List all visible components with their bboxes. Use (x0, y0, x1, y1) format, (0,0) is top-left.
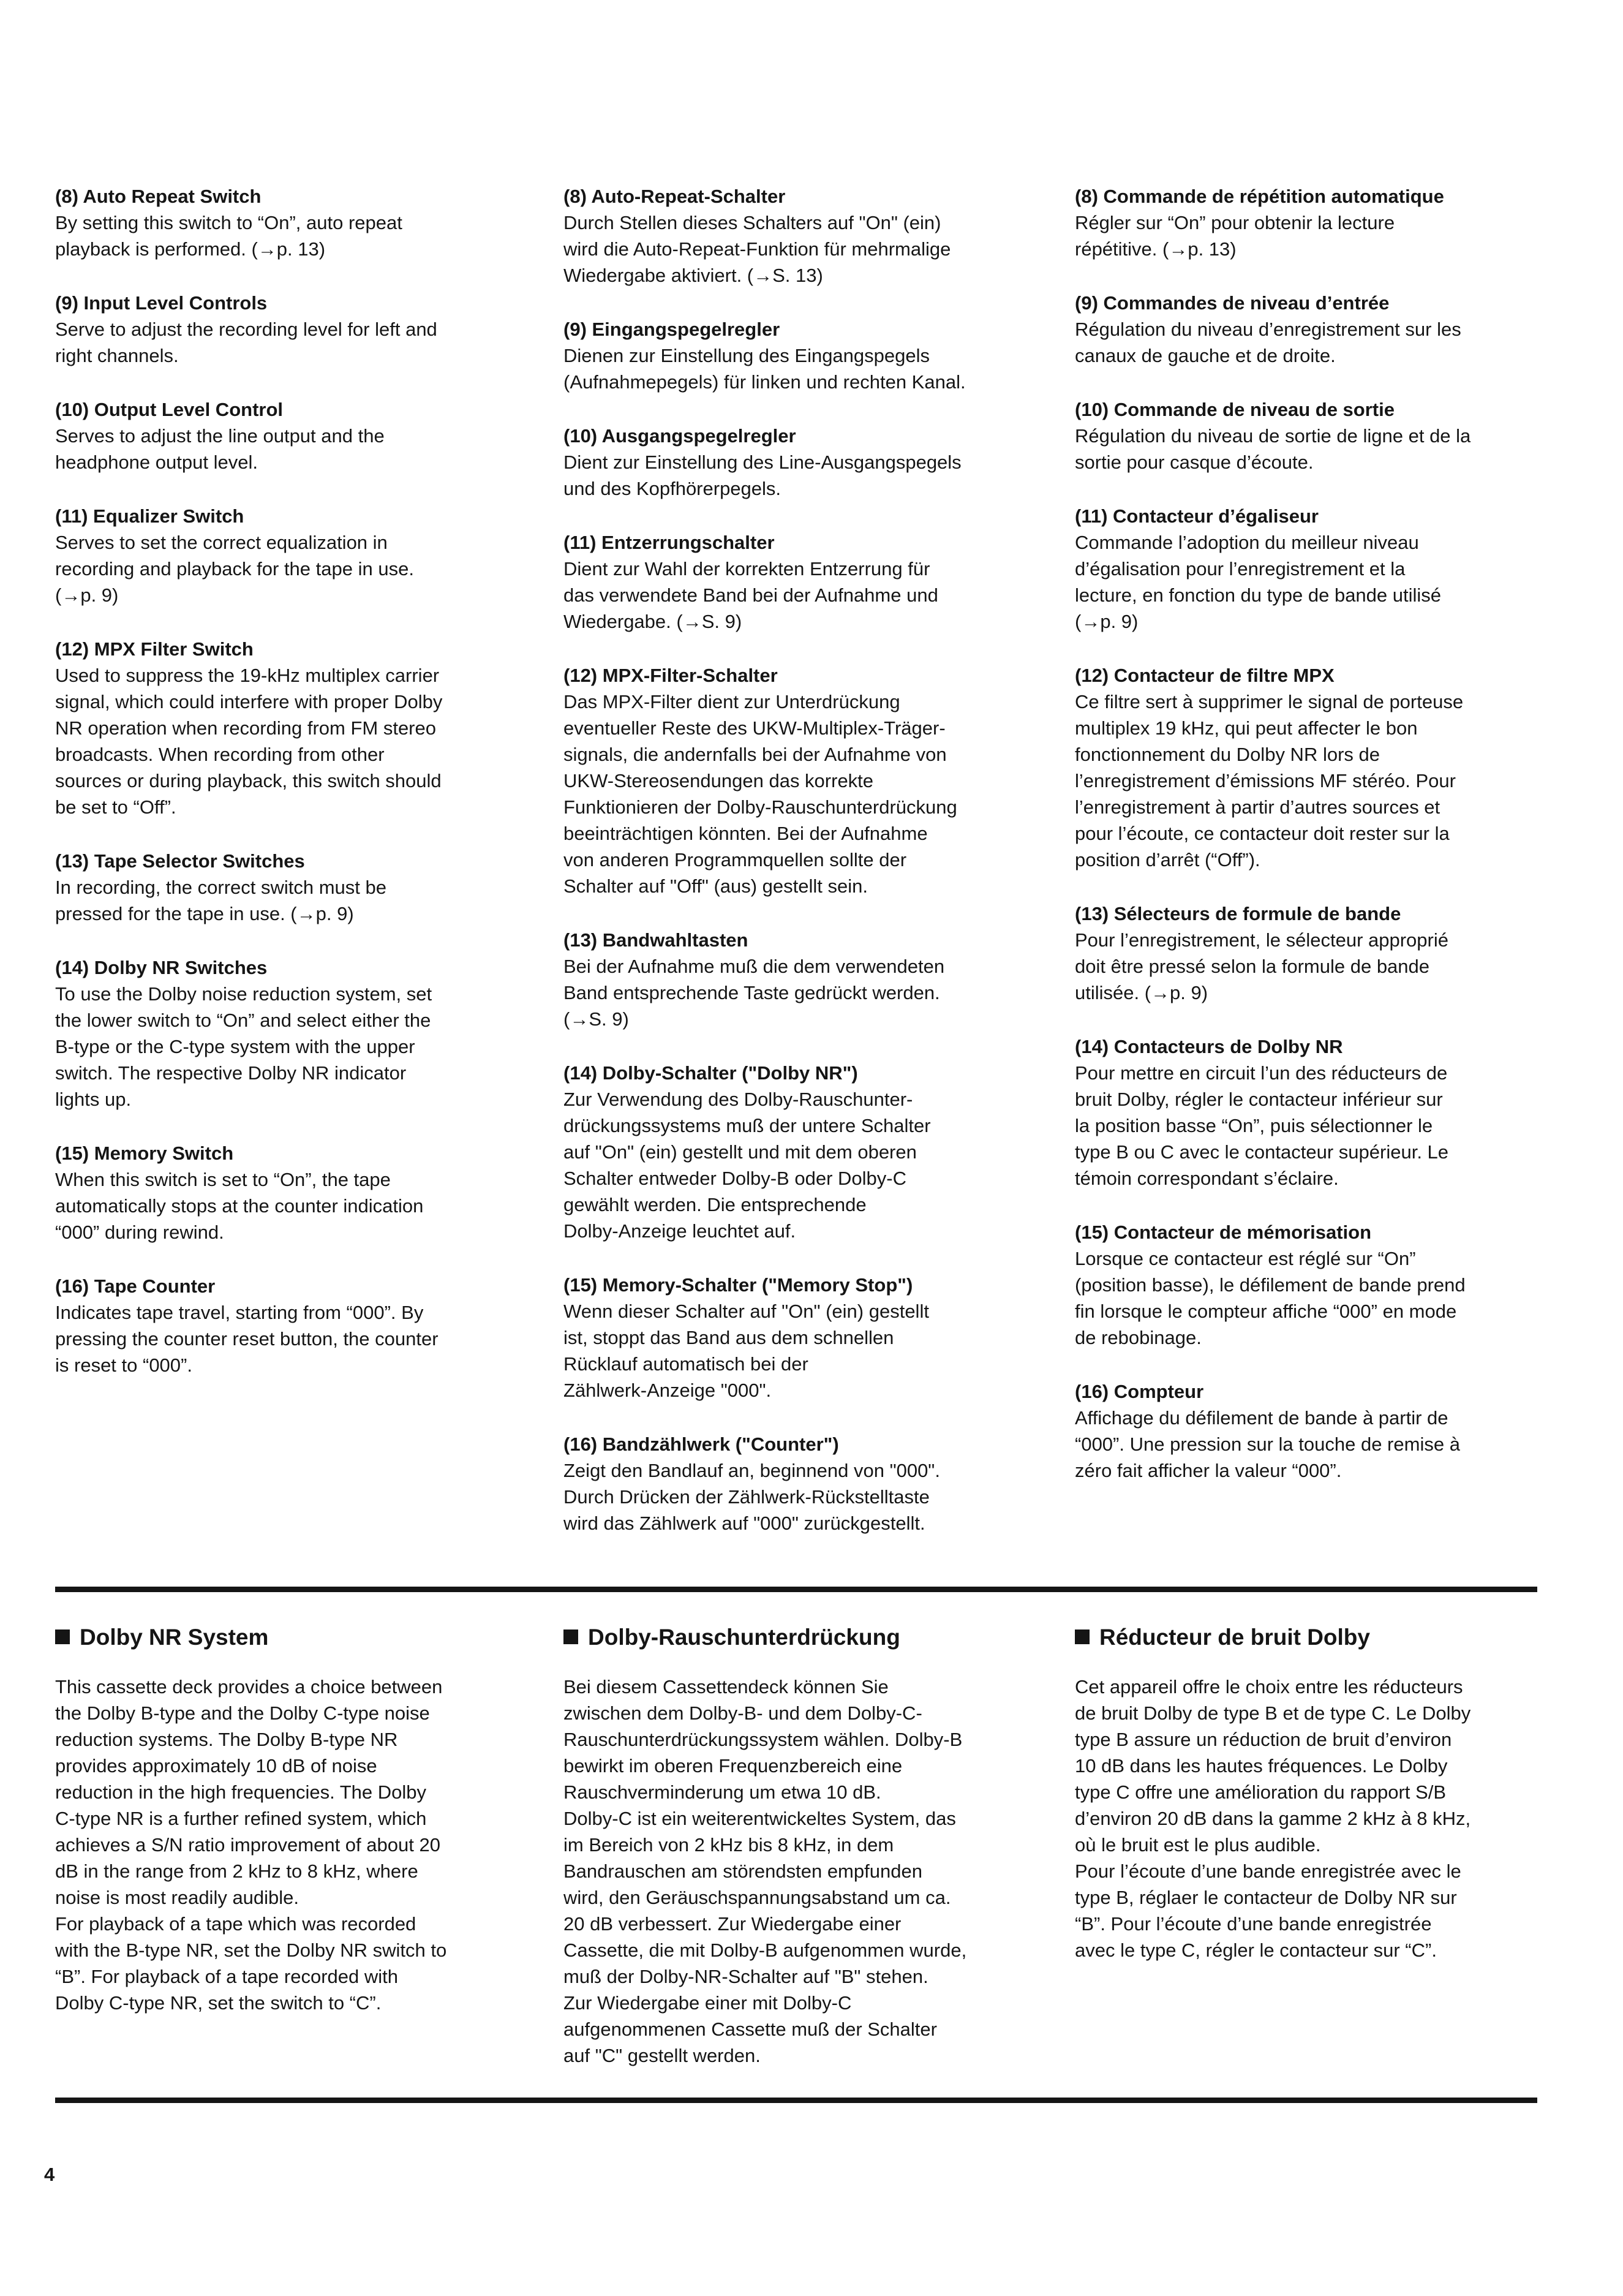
entry-text: Lorsque ce contacteur est réglé sur “On” (position basse), le défilement de bande prend fin lorsque le compteur affiche “000” en mode de rebobinage. (1075, 1248, 1466, 1348)
entry-text: Dient zur Einstellung des Line-Ausgangspegels und des Kopfhörerpegels. (563, 451, 962, 499)
square-bullet-icon (563, 1629, 578, 1644)
entry-title: (9) Commandes de niveau d’entrée (1075, 292, 1390, 314)
entry-text: Régulation du niveau d’enregistrement sur les canaux de gauche et de droite. (1075, 319, 1461, 366)
entry-text: In recording, the correct switch must be pressed for the tape in use. (→p. 9) (55, 877, 387, 924)
entry-commande-repetition (1075, 184, 1559, 262)
entry-bandwahltasten (563, 927, 1047, 1032)
section-title: Réducteur de bruit Dolby (1099, 1625, 1370, 1650)
entry-text: Zur Verwendung des Dolby-Rauschunter- drückungssystems muß der untere Schalter auf "On" (ein) gestellt und mit dem oberen Schalter entweder Dolby-B oder Dolby-C gewählt werden. Die entsprechende Dolby-Anzeige leuchtet auf. (563, 1089, 931, 1242)
entry-text: Dienen zur Einstellung des Eingangspegels (Aufnahmepegels) für linken und rechten Kanal. (563, 345, 966, 393)
square-bullet-icon (55, 1629, 70, 1644)
entry-compteur (1075, 1379, 1559, 1484)
entry-memory-schalter (563, 1272, 1047, 1403)
entry-title: (16) Bandzählwerk ("Counter") (563, 1433, 839, 1455)
entry-text: Ce filtre sert à supprimer le signal de porteuse multiplex 19 kHz, qui peut affecter le bon fonctionnement du Dolby NR lors de l’enregistrement d’émissions MF stéréo. Pour l’enregistrement à partir d’autres sources et pour l’écoute, ce contacteur doit rester sur la position d’arrêt (“Off”). (1075, 691, 1464, 870)
entry-title: (11) Equalizer Switch (55, 505, 244, 527)
entry-title: (8) Auto Repeat Switch (55, 186, 262, 207)
page-number: 4 (44, 2164, 55, 2185)
section-title: Dolby NR System (80, 1625, 269, 1650)
entry-equalizer-switch (55, 504, 539, 608)
entry-tape-counter (55, 1274, 539, 1378)
section-text: This cassette deck provides a choice between the Dolby B-type and the Dolby C-type noise reduction systems. The Dolby B-type NR provides approximately 10 dB of noise reduction in the high frequencies. The Dolby C-type NR is a further refined system, which achieves a S/N ratio improvement of about 20 dB in the range from 2 kHz to 8 kHz, where noise is most readily audible. For playback of a tape which was recorded with the B-type NR, set the Dolby NR switch to “B”. For playback of a tape recorded with Dolby C-type NR, set the switch to “C”. (55, 1676, 447, 2014)
entry-title: (12) MPX-Filter-Schalter (563, 665, 778, 686)
entry-title: (14) Dolby-Schalter ("Dolby NR") (563, 1062, 858, 1084)
entry-contacteur-egaliseur (1075, 504, 1559, 635)
entry-eingangspegelregler (563, 317, 1047, 395)
entry-title: (8) Auto-Repeat-Schalter (563, 186, 786, 207)
entry-mpx-filter-switch (55, 636, 539, 820)
entry-title: (13) Bandwahltasten (563, 929, 748, 951)
entry-title: (10) Commande de niveau de sortie (1075, 399, 1395, 420)
entry-contacteur-memorisation (1075, 1220, 1559, 1351)
entry-tape-selector-switches (55, 848, 539, 927)
entry-entzerrungschalter (563, 530, 1047, 635)
entry-bandzaehlwerk (563, 1432, 1047, 1536)
german-controls-column (563, 184, 1047, 1565)
entry-title: (9) Eingangspegelregler (563, 319, 780, 340)
entry-text: Régulation du niveau de sortie de ligne et de la sortie pour casque d’écoute. (1075, 425, 1471, 473)
entry-text: By setting this switch to “On”, auto repeat playback is performed. (→p. 13) (55, 212, 402, 260)
entry-title: (12) Contacteur de filtre MPX (1075, 665, 1335, 686)
entry-title: (10) Output Level Control (55, 399, 283, 420)
entry-title: (16) Tape Counter (55, 1275, 216, 1297)
entry-title: (14) Dolby NR Switches (55, 957, 268, 978)
section-title: Dolby-Rauschunterdrückung (588, 1625, 900, 1650)
entry-ausgangspegelregler (563, 423, 1047, 502)
entry-mpx-filter-schalter (563, 663, 1047, 899)
entry-title: (11) Contacteur d’égaliseur (1075, 505, 1319, 527)
entry-auto-repeat-schalter (563, 184, 1047, 289)
entry-text: Serves to set the correct equalization in recording and playback for the tape in use. (→p. 9) (55, 532, 414, 606)
entry-title: (13) Tape Selector Switches (55, 850, 305, 872)
entry-text: Pour mettre en circuit l’un des réducteurs de bruit Dolby, régler le contacteur inférieur sur la position basse “On”, puis sélectionner le type B ou C avec le contacteur supérieur. Le témoin correspondant s’éclaire. (1075, 1062, 1449, 1189)
entry-title: (15) Memory Switch (55, 1142, 234, 1164)
entry-text: Serves to adjust the line output and the headphone output level. (55, 425, 385, 473)
entry-title: (9) Input Level Controls (55, 292, 268, 314)
square-bullet-icon (1075, 1629, 1090, 1644)
dolby-section-german (563, 1622, 1047, 2069)
entry-title: (15) Memory-Schalter ("Memory Stop") (563, 1274, 913, 1296)
entry-text: To use the Dolby noise reduction system, set the lower switch to “On” and select either the B-type or the C-type system with the upper switch. The respective Dolby NR indicator lights up. (55, 983, 432, 1110)
entry-title: (13) Sélecteurs de formule de bande (1075, 903, 1401, 924)
entry-text: Régler sur “On” pour obtenir la lecture répétitive. (→p. 13) (1075, 212, 1395, 260)
french-controls-column (1075, 184, 1559, 1512)
section-divider-bottom (55, 2098, 1537, 2103)
entry-text: When this switch is set to “On”, the tape automatically stops at the counter indication “000” during rewind. (55, 1169, 424, 1243)
entry-title: (14) Contacteurs de Dolby NR (1075, 1036, 1343, 1057)
entry-dolby-schalter (563, 1060, 1047, 1244)
entry-text: Zeigt den Bandlauf an, beginnend von "000". Durch Drücken der Zählwerk-Rückstelltaste wird das Zählwerk auf "000" zurückgestellt. (563, 1460, 940, 1534)
entry-text: Affichage du défilement de bande à partir de “000”. Une pression sur la touche de remise à zéro fait afficher la valeur “000”. (1075, 1407, 1460, 1481)
entry-title: (15) Contacteur de mémorisation (1075, 1222, 1372, 1243)
entry-text: Dient zur Wahl der korrekten Entzerrung für das verwendete Band bei der Aufnahme und Wiedergabe. (→S. 9) (563, 558, 938, 632)
entry-contacteurs-dolby-nr (1075, 1034, 1559, 1191)
entry-text: Used to suppress the 19-kHz multiplex carrier signal, which could interfere with proper Dolby NR operation when recording from FM stereo broadcasts. When recording from other sources or during playback, this switch should be set to “Off”. (55, 665, 443, 818)
dolby-section-english (55, 1622, 539, 2016)
section-text: Bei diesem Cassettendeck können Sie zwischen dem Dolby-B- und dem Dolby-C- Rauschunterdrückungssystem wählen. Dolby-B bewirkt im oberen Frequenzbereich eine Rauschverminderung um etwa 10 dB. Dolby-C ist ein weiterentwickeltes System, das im Bereich von 2 kHz bis 8 kHz, in dem Bandrauschen am störendsten empfunden wird, den Geräuschspannungsabstand um ca. 20 dB verbessert. Zur Wiedergabe einer Cassette, die mit Dolby-B aufgenommen wurde, muß der Dolby-NR-Schalter auf "B" stehen. Zur Wiedergabe einer mit Dolby-C aufgenommenen Cassette muß der Schalter auf "C" gestellt werden. (563, 1676, 967, 2066)
entry-dolby-nr-switches (55, 955, 539, 1112)
entry-contacteur-filtre-mpx (1075, 663, 1559, 873)
entry-selecteurs-formule-bande (1075, 901, 1559, 1006)
entry-text: Pour l’enregistrement, le sélecteur approprié doit être pressé selon la formule de bande utilisée. (→p. 9) (1075, 929, 1448, 1003)
entry-text: Wenn dieser Schalter auf "On" (ein) gestellt ist, stoppt das Band aus dem schnellen Rücklauf automatisch bei der Zählwerk-Anzeige "000". (563, 1301, 929, 1401)
entry-memory-switch (55, 1141, 539, 1245)
entry-text: Indicates tape travel, starting from “000”. By pressing the counter reset button, the counter is reset to “000”. (55, 1302, 439, 1376)
entry-output-level-control (55, 397, 539, 475)
dolby-section-french (1075, 1622, 1559, 1963)
entry-title: (11) Entzerrungschalter (563, 532, 775, 553)
entry-title: (8) Commande de répétition automatique (1075, 186, 1444, 207)
entry-input-level-controls (55, 290, 539, 369)
entry-commandes-niveau-entree (1075, 290, 1559, 369)
entry-text: Serve to adjust the recording level for left and right channels. (55, 319, 437, 366)
entry-text: Commande l’adoption du meilleur niveau d’égalisation pour l’enregistrement et la lecture, en fonction du type de bande utilisé (→p. 9) (1075, 532, 1442, 632)
entry-text: Durch Stellen dieses Schalters auf "On" (ein) wird die Auto-Repeat-Funktion für mehrmalige Wiedergabe aktiviert. (→S. 13) (563, 212, 951, 286)
entry-title: (16) Compteur (1075, 1381, 1204, 1402)
entry-auto-repeat-switch (55, 184, 539, 262)
entry-text: Das MPX-Filter dient zur Unterdrückung eventueller Reste des UKW-Multiplex-Träger- signals, die andernfalls bei der Aufnahme von UKW-Stereosendungen das korrekte Funktionieren der Dolby-Rauschunterdrückung beeinträchtigen könnten. Bei der Aufnahme von anderen Programmquellen sollte der Schalter auf "Off" (aus) gestellt sein. (563, 691, 957, 897)
entry-commande-niveau-sortie (1075, 397, 1559, 475)
entry-title: (10) Ausgangspegelregler (563, 425, 796, 447)
entry-text: Bei der Aufnahme muß die dem verwendeten Band entsprechende Taste gedrückt werden. (→S. 9) (563, 956, 945, 1030)
section-text: Cet appareil offre le choix entre les réducteurs de bruit Dolby de type B et de type C. Le Dolby type B assure un réduction de bruit d’environ 10 dB dans les hautes fréquences. Le Dolby type C offre une amélioration du rapport S/B d’environ 20 dB dans la gamme 2 kHz à 8 kHz, où le bruit est le plus audible. Pour l’écoute d’une bande enregistrée avec le type B, réglaer le contacteur de Dolby NR sur “B”. Pour l’écoute d’une bande enregistrée avec le type C, régler le contacteur sur “C”. (1075, 1676, 1471, 1961)
english-controls-column (55, 184, 539, 1407)
entry-title: (12) MPX Filter Switch (55, 638, 254, 660)
section-divider-top (55, 1587, 1537, 1592)
